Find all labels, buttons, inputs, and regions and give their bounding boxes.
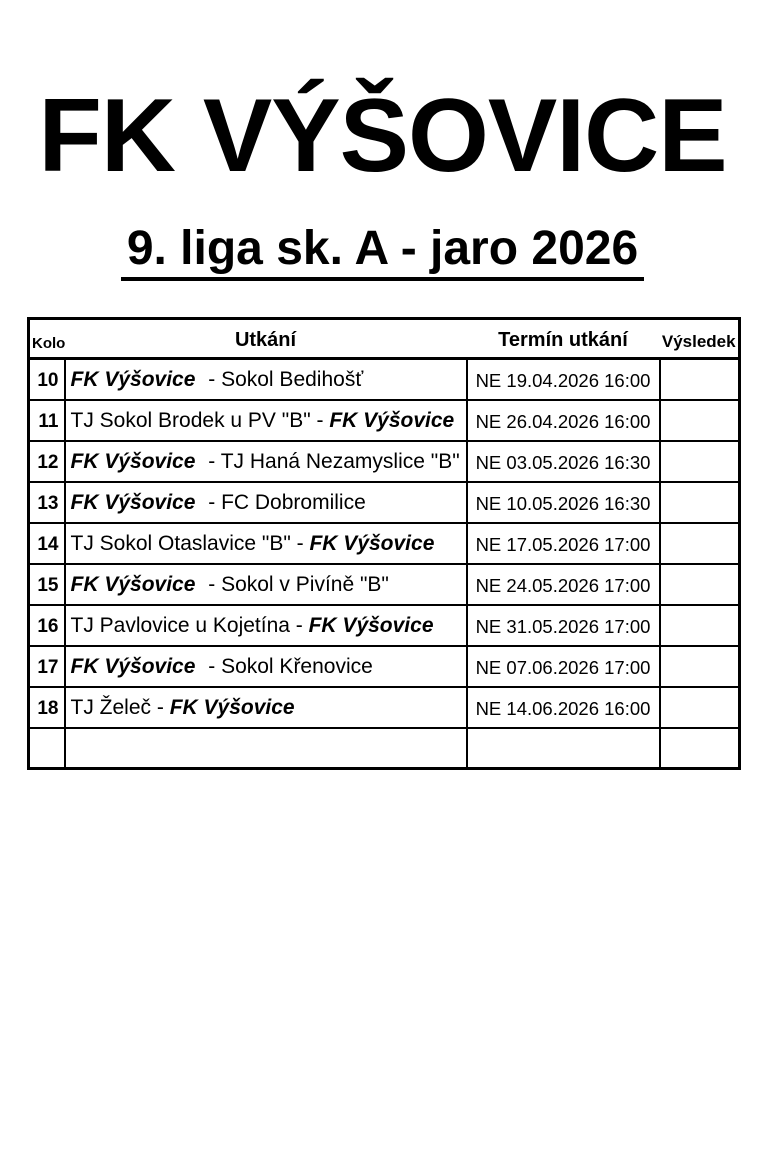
table-row [29, 564, 740, 605]
page-title: FK VÝŠOVICE [38, 78, 727, 194]
table-row [29, 359, 740, 400]
vysledek-cell [660, 400, 740, 441]
termin-cell: NE 10.05.2026 16:30 [467, 482, 660, 523]
vysledek-cell [660, 482, 740, 523]
competition-subtitle: 9. liga sk. A - jaro 2026 [121, 225, 644, 281]
table-row [29, 646, 740, 687]
header-kolo: Kolo [29, 319, 65, 359]
vysledek-cell [660, 728, 740, 769]
termin-cell [467, 728, 660, 769]
subtitle-container [0, 222, 765, 281]
vysledek-cell [660, 441, 740, 482]
document-page [0, 78, 765, 1164]
kolo-cell: 17 [29, 646, 65, 687]
match-cell [65, 359, 467, 400]
termin-cell: NE 24.05.2026 17:00 [467, 564, 660, 605]
match-cell [65, 400, 467, 441]
termin-cell: NE 17.05.2026 17:00 [467, 523, 660, 564]
match-opponent: - Sokol v Pivíně "B" [202, 572, 389, 596]
table-row [29, 400, 740, 441]
match-opponent: TJ Sokol Brodek u PV "B" - [70, 408, 330, 432]
match-opponent: - TJ Haná Nezamyslice "B" [202, 449, 460, 473]
header-row [29, 319, 740, 359]
match-cell [65, 728, 467, 769]
vysledek-cell [660, 646, 740, 687]
termin-cell: NE 26.04.2026 16:00 [467, 400, 660, 441]
table-row [29, 523, 740, 564]
match-opponent: TJ Sokol Otaslavice "B" - [70, 531, 310, 555]
match-schedule-table [27, 317, 741, 770]
table-row [29, 605, 740, 646]
vysledek-cell [660, 605, 740, 646]
termin-cell: NE 07.06.2026 17:00 [467, 646, 660, 687]
kolo-cell: 16 [29, 605, 65, 646]
match-cell [65, 441, 467, 482]
match-opponent: TJ Pavlovice u Kojetína - [70, 613, 309, 637]
table-row [29, 687, 740, 728]
team-fk-vysovice: FK Výšovice [70, 572, 196, 596]
kolo-cell: 13 [29, 482, 65, 523]
match-opponent: - Sokol Křenovice [202, 654, 373, 678]
kolo-cell: 11 [29, 400, 65, 441]
team-fk-vysovice: FK Výšovice [169, 695, 295, 719]
match-cell [65, 564, 467, 605]
header-vysledek: Výsledek [660, 319, 740, 359]
match-cell [65, 482, 467, 523]
match-cell [65, 687, 467, 728]
header-utkani: Utkání [65, 319, 467, 359]
team-fk-vysovice: FK Výšovice [308, 613, 434, 637]
team-fk-vysovice: FK Výšovice [70, 654, 196, 678]
match-cell [65, 605, 467, 646]
team-fk-vysovice: FK Výšovice [70, 449, 196, 473]
kolo-cell: 10 [29, 359, 65, 400]
vysledek-cell [660, 687, 740, 728]
team-fk-vysovice: FK Výšovice [329, 408, 455, 432]
kolo-cell: 14 [29, 523, 65, 564]
team-fk-vysovice: FK Výšovice [70, 490, 196, 514]
termin-cell: NE 14.06.2026 16:00 [467, 687, 660, 728]
match-opponent: - Sokol Bedihošť [202, 367, 364, 391]
kolo-cell [29, 728, 65, 769]
table-body [29, 359, 740, 769]
kolo-cell: 15 [29, 564, 65, 605]
match-opponent: TJ Želeč - [70, 695, 170, 719]
match-cell [65, 646, 467, 687]
vysledek-cell [660, 359, 740, 400]
termin-cell: NE 31.05.2026 17:00 [467, 605, 660, 646]
table-header [29, 319, 740, 359]
table-row-empty [29, 728, 740, 769]
vysledek-cell [660, 523, 740, 564]
team-fk-vysovice: FK Výšovice [70, 367, 196, 391]
termin-cell: NE 19.04.2026 16:00 [467, 359, 660, 400]
match-opponent: - FC Dobromilice [202, 490, 366, 514]
match-cell [65, 523, 467, 564]
team-fk-vysovice: FK Výšovice [309, 531, 435, 555]
kolo-cell: 18 [29, 687, 65, 728]
vysledek-cell [660, 564, 740, 605]
table-row [29, 482, 740, 523]
kolo-cell: 12 [29, 441, 65, 482]
table-row [29, 441, 740, 482]
termin-cell: NE 03.05.2026 16:30 [467, 441, 660, 482]
header-termin: Termín utkání [467, 319, 660, 359]
